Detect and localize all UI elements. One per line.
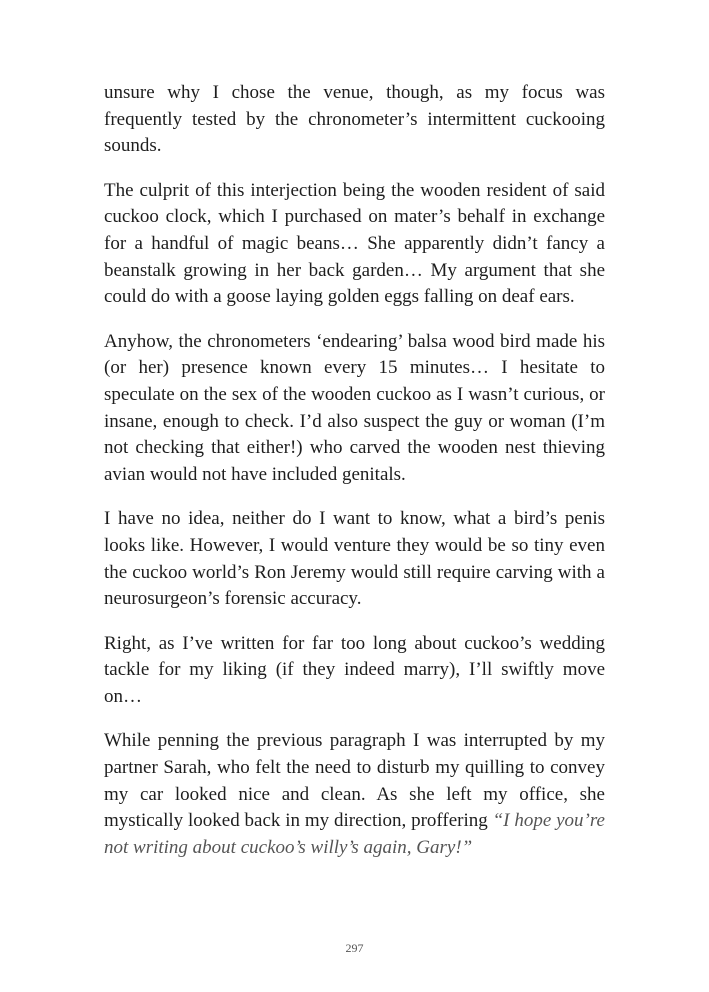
paragraph-6: [104, 728, 605, 862]
page-number: 297: [345, 941, 364, 955]
paragraph-4: I have no idea, neither do I want to know, what a bird’s penis looks like. However, I would venture they would be so tiny even the cuckoo world’s Ron Jeremy would still require carving with a neurosurgeon’s forensic accuracy.: [104, 508, 605, 610]
paragraph-3: Anyhow, the chronometers ‘endearing’ balsa wood bird made his (or her) presence known every 15 minutes… I hesitate to speculate on the sex of the wooden cuckoo as I wasn’t curious, or insane, enough to check. I’d also suspect the guy or woman (I’m not checking that either!) who carved the wooden nest thieving avian would not have included genitals.: [104, 330, 605, 486]
paragraph-2: The culprit of this interjection being the wooden resident of said cuckoo clock, which I purchased on mater’s behalf in exchange for a handful of magic beans… She apparently didn’t fancy a beanstalk growing in her back garden… My argument that she could do with a goose laying golden eggs falling on deaf ears.: [104, 179, 605, 308]
paragraph-6-text: While penning the previous paragraph I was interrupted by my partner Sarah, who felt the need to disturb my quilling to convey my car looked nice and clean. As she left my office, she mystically looked back in my direction, proffering: [104, 730, 605, 832]
paragraph-5: Right, as I’ve written for far too long about cuckoo’s wedding tackle for my liking (if they indeed marry), I’ll swiftly move on…: [104, 632, 605, 708]
sarah-quote: “I hope you’re not writing about cuckoo’s willy’s again, Gary!”: [104, 810, 605, 859]
body-text: [104, 80, 605, 879]
paragraph-1: unsure why I chose the venue, though, as my focus was frequently tested by the chronometer’s intermittent cuckooing sounds.: [104, 82, 605, 157]
